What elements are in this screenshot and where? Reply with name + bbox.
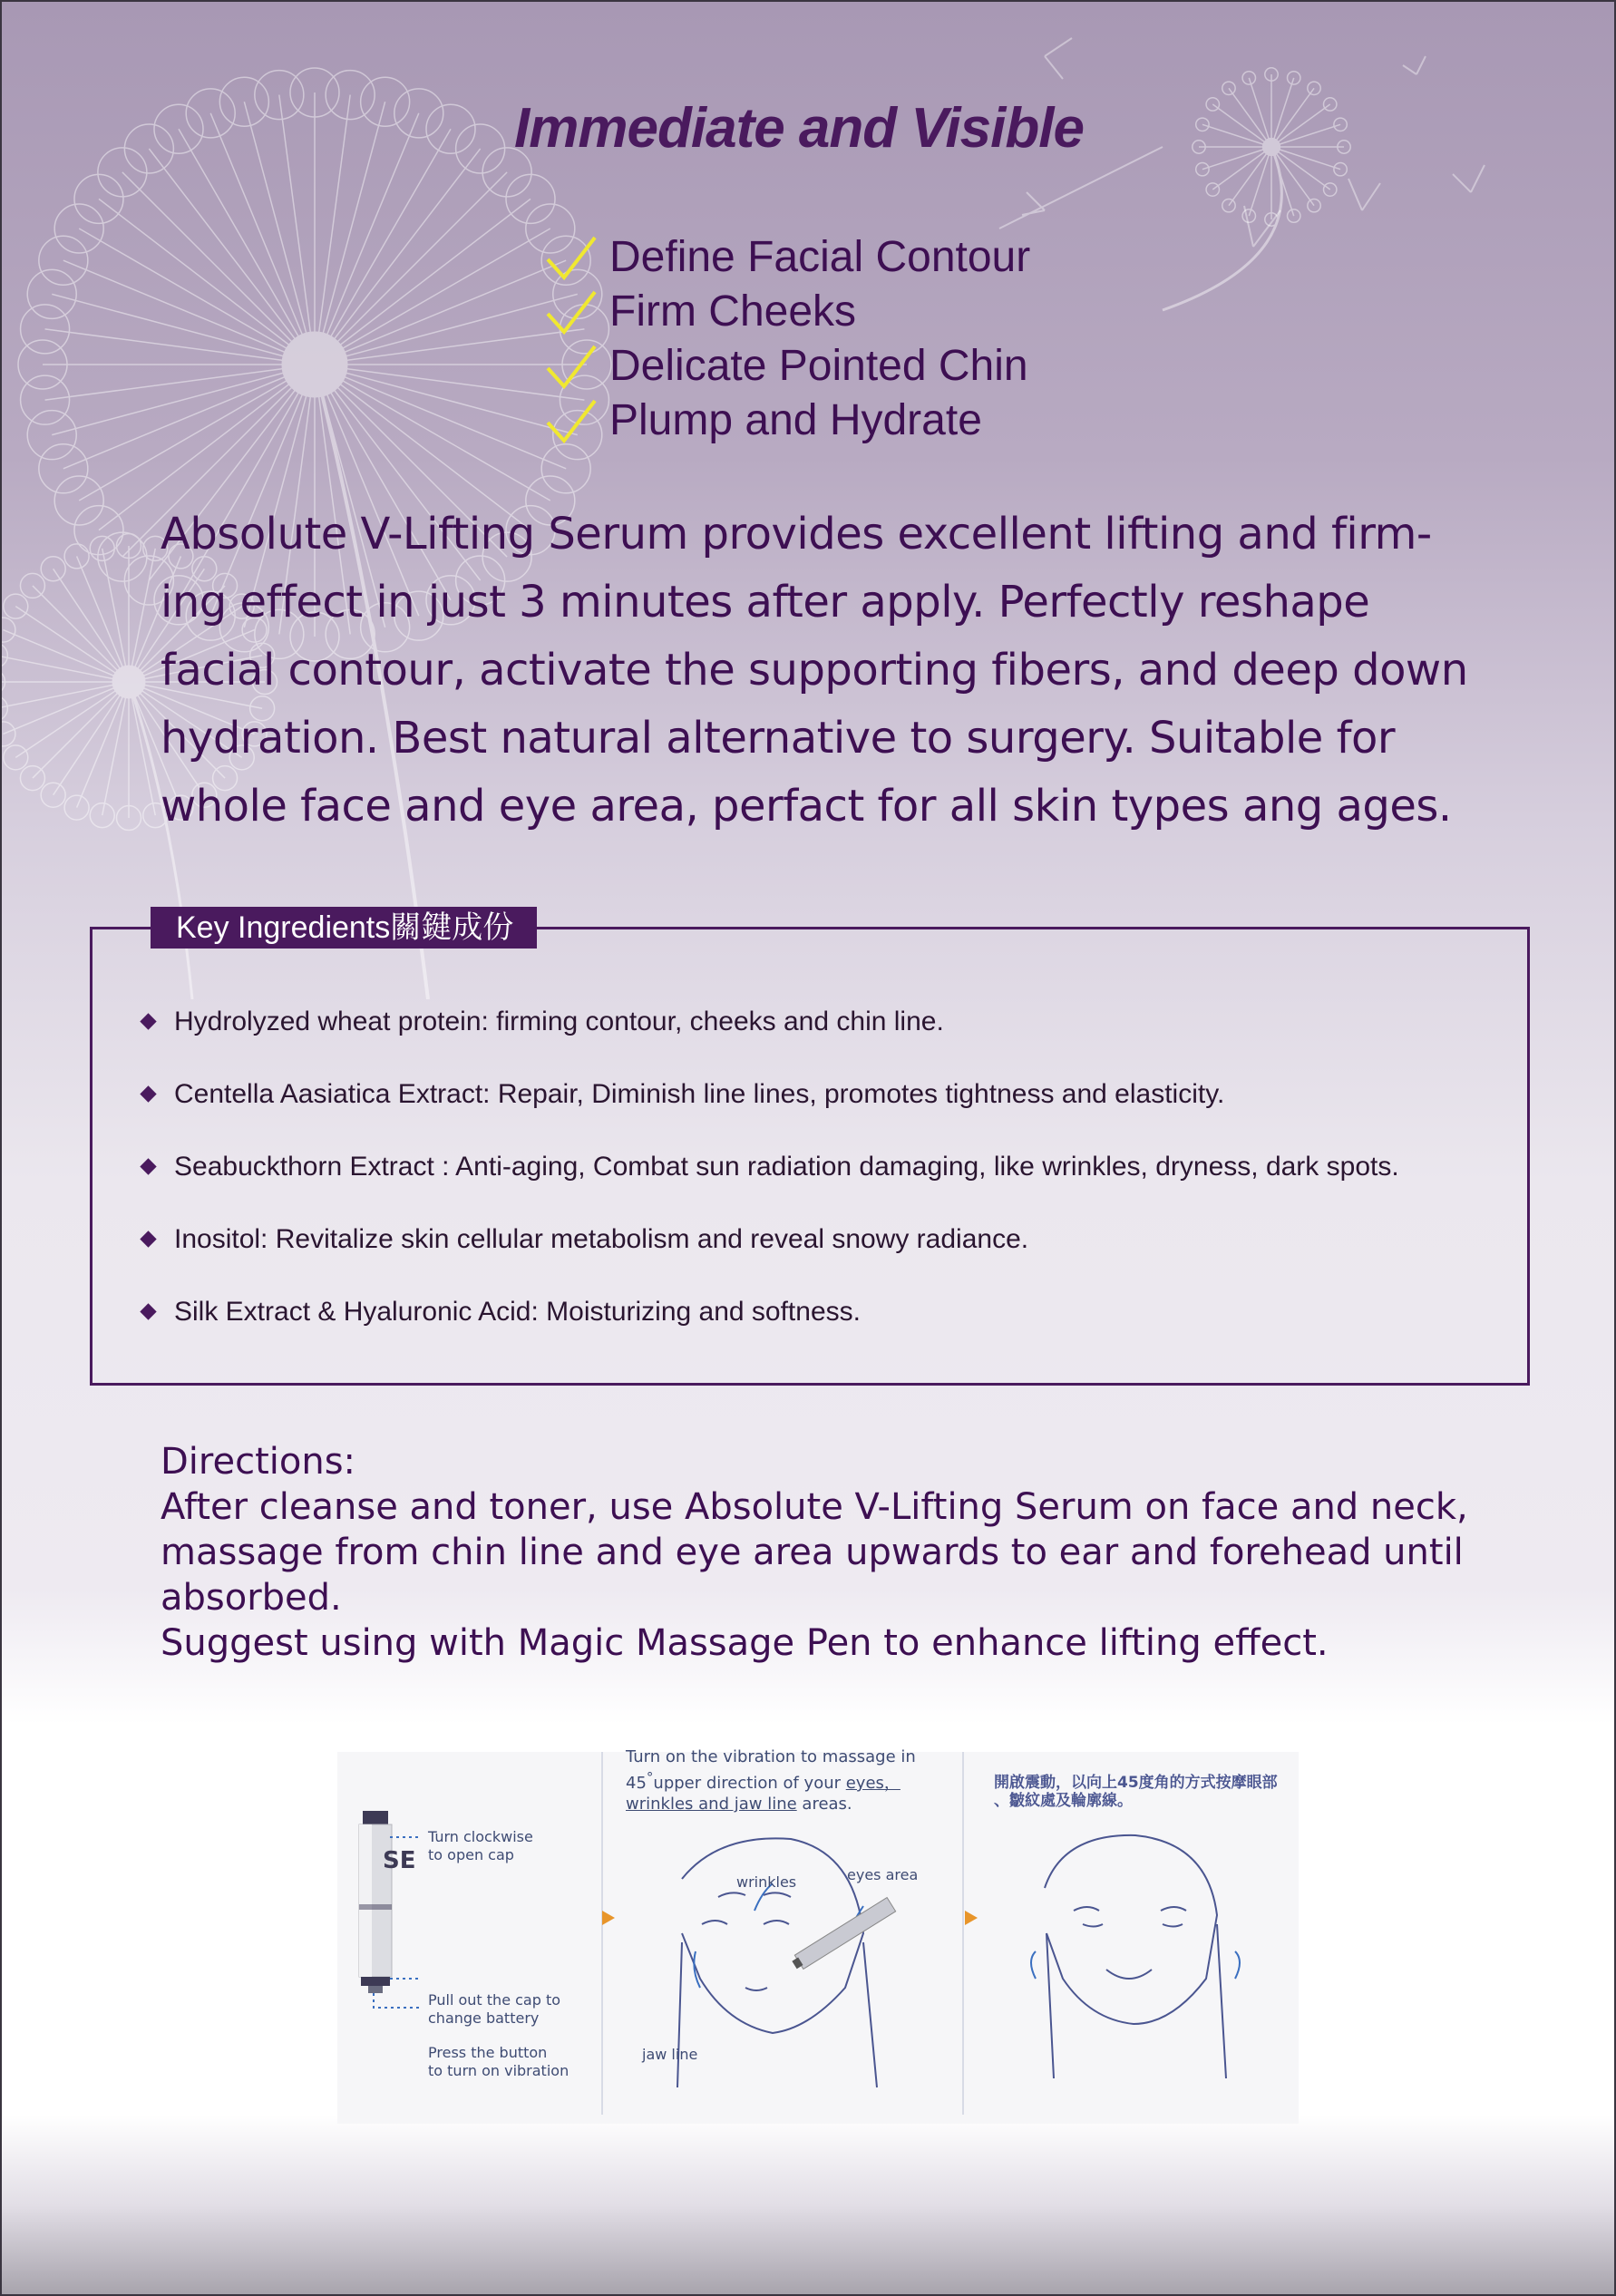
step1-text: 45	[626, 1774, 647, 1793]
step1-line	[626, 1767, 916, 1794]
ingredient-item: Hydrolyzed wheat protein: firming contour, cheeks and chin line.	[174, 1007, 944, 1036]
check-icon	[546, 290, 597, 336]
check-icon	[546, 345, 597, 390]
pen-note-line: Turn clockwise	[428, 1828, 533, 1845]
step-arrow-icon	[602, 1911, 615, 1925]
label-eyes-area: eyes area	[847, 1866, 919, 1883]
directions-heading: Directions:	[161, 1441, 356, 1483]
ingredient-item: Inositol: Revitalize skin cellular metabolism and reveal snowy radiance.	[174, 1224, 1029, 1254]
pen-note-battery	[428, 1991, 560, 2028]
description-line: hydration. Best natural alternative to surgery. Suitable for	[161, 713, 1396, 764]
pen-note-line: change battery	[428, 2009, 540, 2027]
pen-note-line: to open cap	[428, 1846, 514, 1863]
ingredients-heading: Key Ingredients關鍵成份	[151, 907, 537, 949]
page-title: Immediate and Visible	[514, 97, 1084, 160]
pen-note-line: to turn on vibration	[428, 2062, 569, 2079]
step2-instruction	[994, 1774, 1278, 1810]
face-illustration	[1031, 1835, 1240, 2078]
step2-line: 、皺紋處及輪廓線。	[994, 1792, 1133, 1810]
step1-text: °	[646, 1769, 654, 1785]
pen-note-button	[428, 2044, 569, 2080]
usage-illustration	[337, 1747, 1299, 2124]
pen-note-line: Pull out the cap to	[428, 1991, 561, 2009]
ingredient-item: Seabuckthorn Extract : Anti-aging, Combat sun radiation damaging, like wrinkles, dryness, dark spots.	[174, 1152, 1399, 1182]
massage-pen-icon	[359, 1811, 392, 1993]
directions-line: Suggest using with Magic Massage Pen to enhance lifting effect.	[161, 1622, 1329, 1664]
directions-line: absorbed.	[161, 1577, 342, 1619]
label-wrinkles: wrinkles	[736, 1873, 797, 1891]
step1-line: Turn on the vibration to massage in	[626, 1747, 916, 1766]
massage-pen-small-icon	[792, 1898, 895, 1970]
description-line: Absolute V-Lifting Serum provides excellent lifting and firm-	[161, 509, 1432, 559]
pen-note-cap	[428, 1828, 533, 1864]
step1-instruction	[626, 1746, 916, 1814]
directions-line: massage from chin line and eye area upwards to ear and forehead until	[161, 1532, 1464, 1573]
step1-text: eyes，	[845, 1774, 900, 1793]
benefit-text: Define Facial Contour	[609, 233, 1031, 281]
step1-line	[626, 1794, 916, 1814]
directions	[161, 1439, 1521, 1666]
step1-text: areas.	[796, 1795, 852, 1814]
step1-text: upper direction of your	[653, 1774, 846, 1793]
pen-brand-label: SE	[383, 1847, 416, 1874]
directions-line: After cleanse and toner, use Absolute V-Lifting Serum on face and neck,	[161, 1486, 1468, 1528]
step1-text: wrinkles and jaw line	[626, 1795, 797, 1814]
pen-note-line: Press the button	[428, 2044, 548, 2061]
check-icon	[546, 236, 597, 281]
product-description	[161, 501, 1485, 841]
benefit-text: Plump and Hydrate	[609, 396, 982, 444]
step2-line: 開啟震動，以向上45度角的方式按摩眼部	[994, 1774, 1278, 1792]
description-line: ing effect in just 3 minutes after apply. Perfectly reshape	[161, 577, 1370, 628]
description-line: facial contour, activate the supporting fibers, and deep down	[161, 645, 1468, 696]
step-arrow-icon	[965, 1911, 978, 1925]
description-line: whole face and eye area, perfact for all skin types ang ages.	[161, 781, 1452, 832]
ingredient-item: Centella Aasiatica Extract: Repair, Diminish line lines, promotes tightness and elasticity.	[174, 1079, 1225, 1109]
label-jaw-line: jaw line	[642, 2046, 698, 2063]
benefit-text: Delicate Pointed Chin	[609, 342, 1028, 390]
benefit-text: Firm Cheeks	[609, 287, 857, 336]
check-icon	[546, 399, 597, 444]
ingredient-item: Silk Extract & Hyaluronic Acid: Moisturizing and softness.	[174, 1297, 861, 1327]
